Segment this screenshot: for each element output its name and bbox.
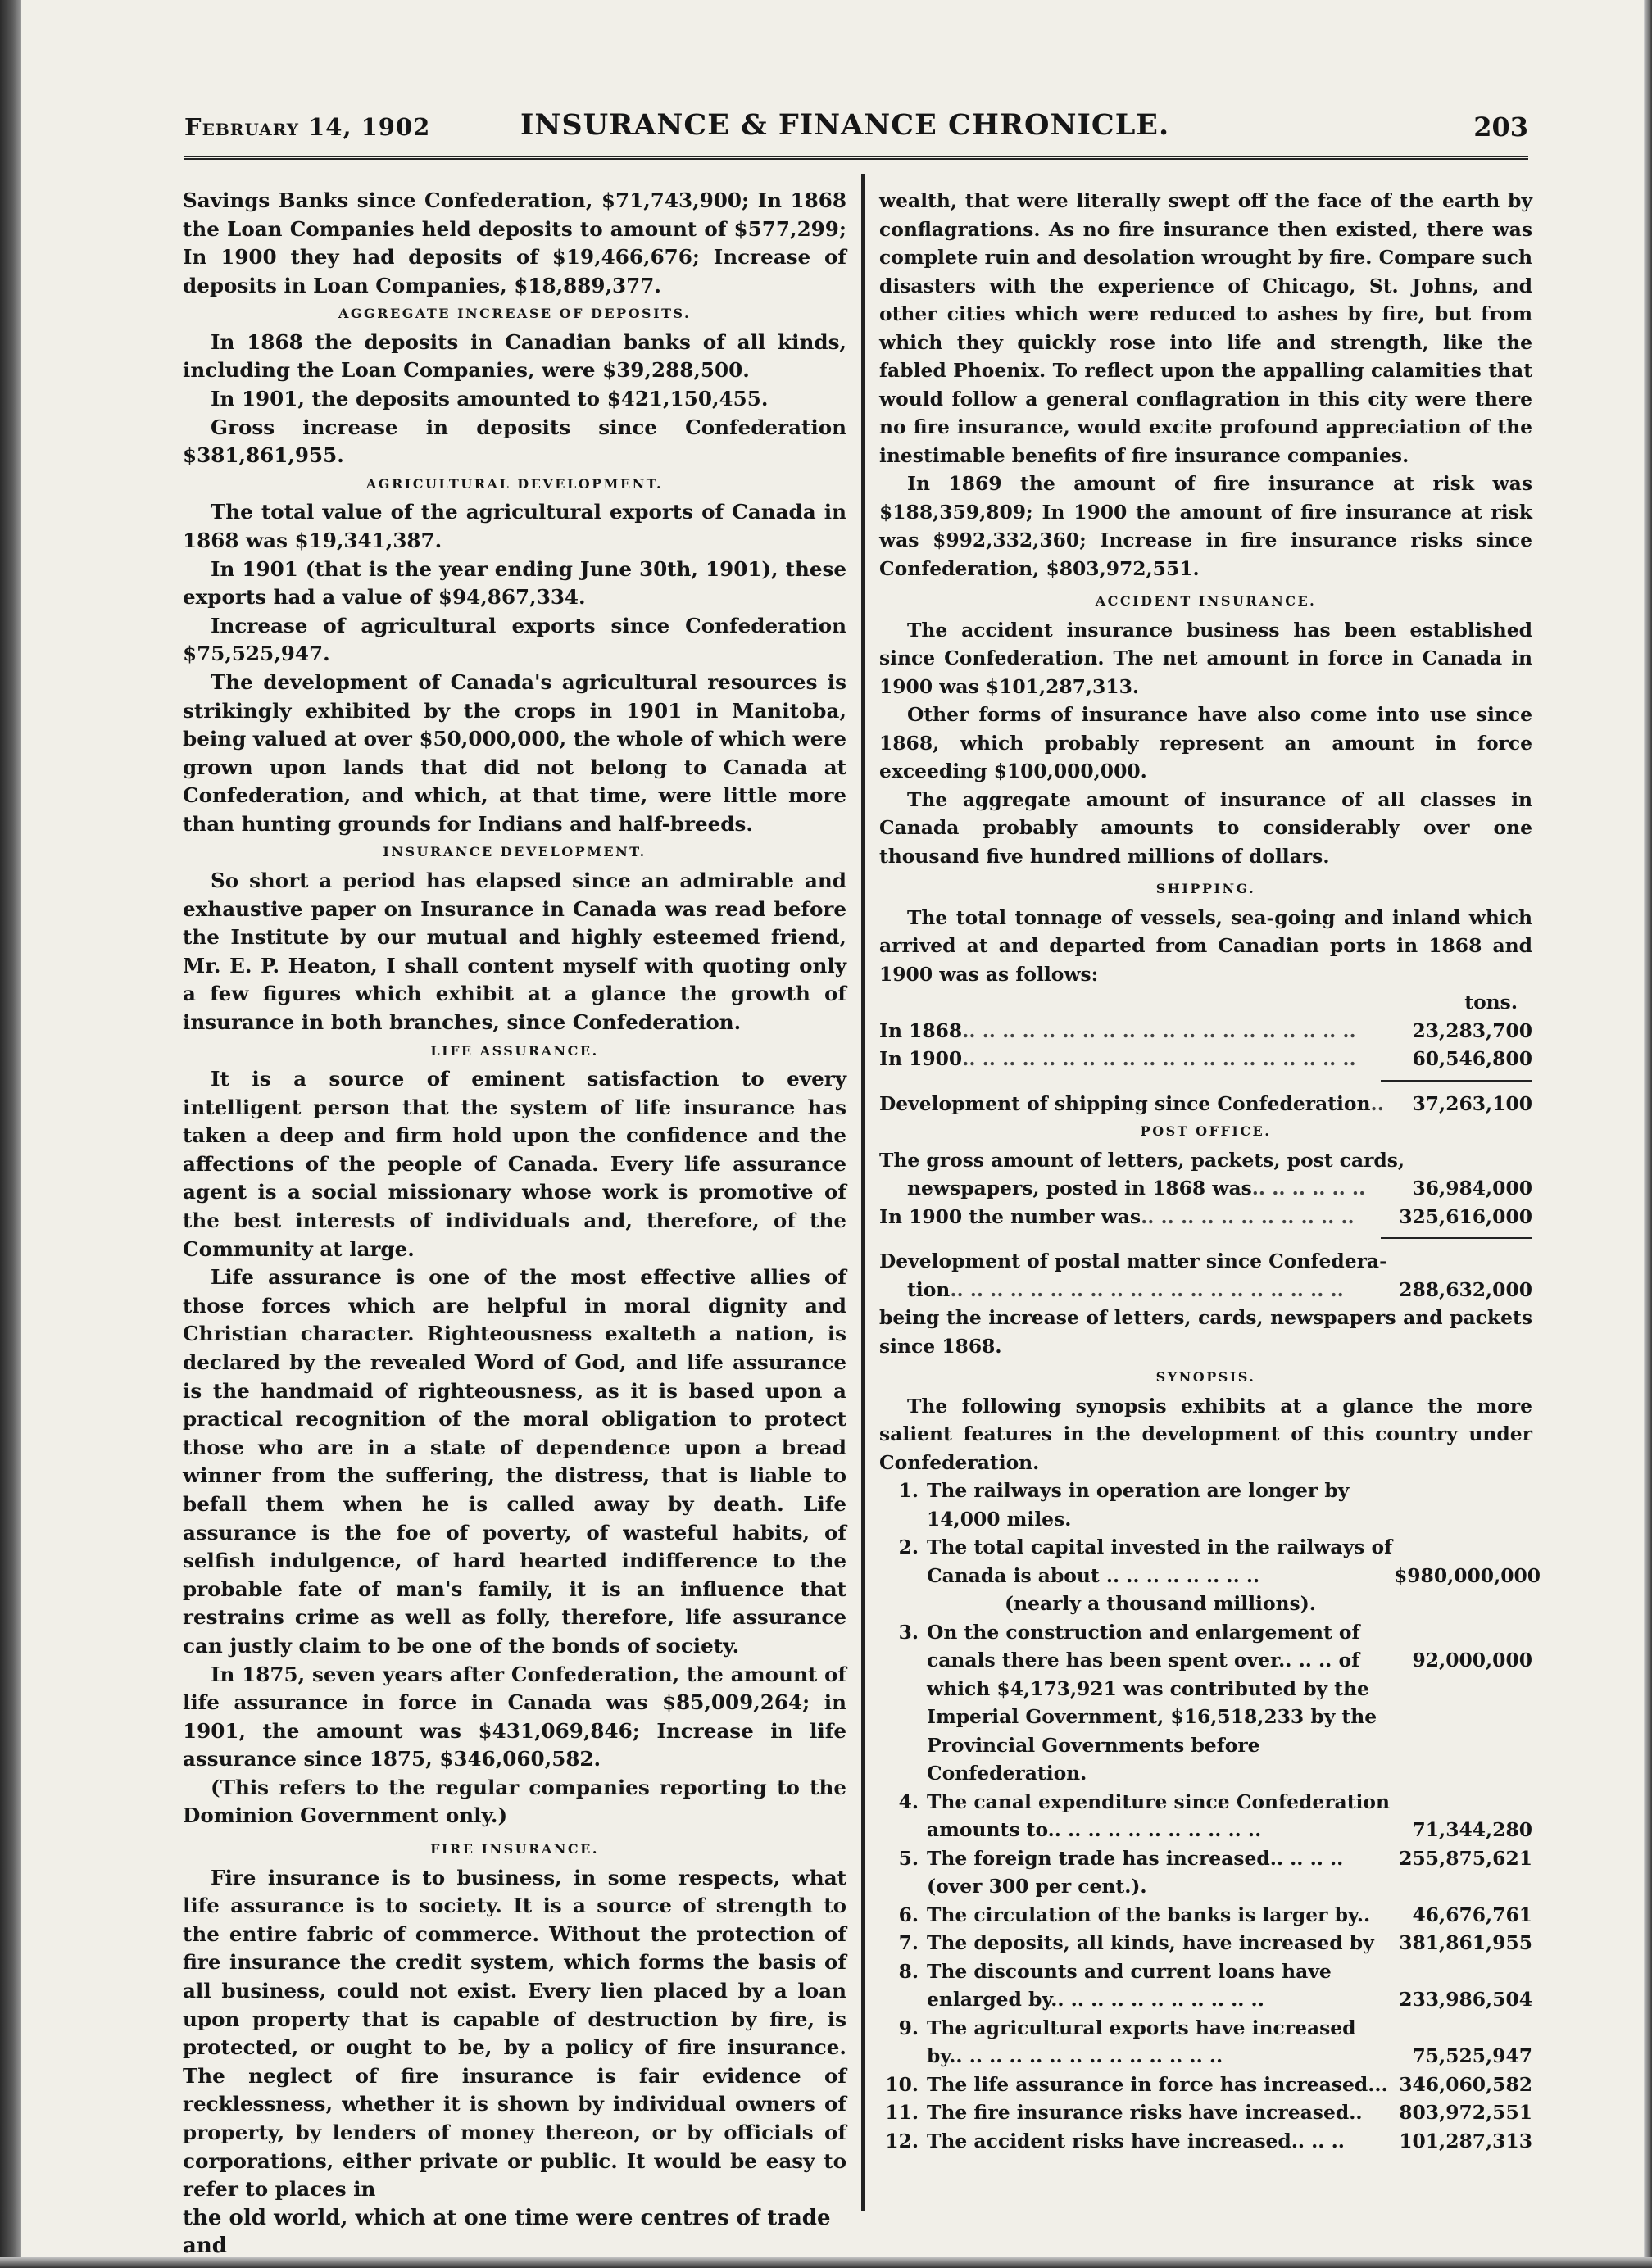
item-amount: 75,525,947 xyxy=(1412,2044,1532,2067)
paragraph: The total value of the agricultural exports of Canada in 1868 was $19,341,387. xyxy=(183,500,846,552)
paragraph: In 1869 the amount of fire insurance at risk was $188,359,809; In 1900 the amount of fire insurance at risk was $992,332,360; Increase in fire insurance risks since Confederation, $803,972,551. xyxy=(879,472,1532,580)
item-body xyxy=(927,1533,1394,1618)
row-label: In 1900 xyxy=(879,1047,963,1070)
section-heading-fire-insurance: FIRE INSURANCE. xyxy=(430,1841,599,1857)
item-amount: 46,676,761 xyxy=(1412,1903,1532,1926)
section-heading-synopsis: SYNOPSIS. xyxy=(1155,1369,1256,1385)
list-item xyxy=(879,2098,1532,2127)
section-heading-accident: ACCIDENT INSURANCE. xyxy=(1095,593,1317,609)
paragraph: It is a source of eminent satisfaction to every intelligent person that the system of life insurance has taken a deep and firm hold upon the confidence and the affections of the people of Canada. Every life assurance agent is a social missionary whose work is promotive of the best interests of individuals and, therefore, of the Community at large. xyxy=(183,1067,846,1261)
row-amount: 36,984,000 xyxy=(1412,1177,1532,1200)
item-number: 9. xyxy=(898,2016,919,2039)
table-row xyxy=(879,1045,1532,1073)
item-number: 10. xyxy=(885,2072,919,2096)
item-number: 12. xyxy=(885,2129,919,2152)
paragraph: Life assurance is one of the most effective allies of those forces which are helpful in moral dignity and Christian character. Righteousness exalteth a nation, is declared by the revealed Word of God, and life assurance is the handmaid of righteousness, as it is based upon a practical recognition of the moral obligation to protect those who are in a state of dependence upon a bread winner from the suffering, the distress, that is liable to befall them when he is called away by death. Life assurance is the foe of poverty, of wasteful habits, of selfish indulgence, of hard hearted indifference to the probable fate of man's family, it is an influence that restrains crime as well as folly, therefore, life assurance can justly claim to be one of the bonds of society. xyxy=(183,1265,846,1658)
paragraph: The aggregate amount of insurance of all classes in Canada probably amounts to considerably over one thousand five hundred millions of dollars. xyxy=(879,787,1532,868)
row-amount: 23,283,700 xyxy=(1412,1018,1532,1042)
row-label: newspapers, posted in 1868 was xyxy=(907,1177,1252,1200)
table-header xyxy=(879,988,1532,1017)
item-amount: $980,000,000 xyxy=(1394,1563,1541,1587)
publication-title: INSURANCE & FINANCE CHRONICLE. xyxy=(520,108,1170,142)
item-number: 3. xyxy=(898,1620,919,1644)
row-label: tion xyxy=(907,1277,951,1301)
leader-dots: .. .. .. .. .. .. .. .. .. .. .. .. .. .. .. .. .. .. .. .. xyxy=(950,1277,1344,1301)
item-number: 11. xyxy=(885,2101,919,2124)
left-column xyxy=(183,187,846,2261)
item-amount: 803,972,551 xyxy=(1399,2101,1532,2124)
paragraph: The following synopsis exhibits at a glance the more salient features in the development of this country under Confederation. xyxy=(879,1394,1532,1474)
item-note: (nearly a thousand millions). xyxy=(1005,1592,1316,1615)
row-label: In 1868 xyxy=(879,1018,963,1042)
item-text: The circulation of the banks is larger by.. xyxy=(927,1903,1371,1926)
item-text-continued: of which $4,173,921 was contributed by the Imperial Government, $16,518,233 by the Provincial Governments before Confederation. xyxy=(927,1649,1377,1785)
paragraph: Increase of agricultural exports since Confederation $75,525,947. xyxy=(183,613,846,666)
row-amount: 325,616,000 xyxy=(1399,1204,1532,1228)
item-text: The canal expenditure since Confederation amounts to.. .. .. .. .. .. .. .. .. .. .. xyxy=(927,1789,1391,1841)
paragraph: Fire insurance is to business, in some respects, what life assurance is to society. It is a source of strength to the entire fabric of commerce. Without the protection of fire insurance the credit system, which forms the basis of all business, could not exist. Every lien placed by a loan upon property that is capable of destruction by fire, is protected, or ought to be, by a policy of fire insurance. The neglect of fire insurance is fair evidence of recklessness, whether it is shown by individual owners of property, by lenders of money thereon, or by officials of corporations, either private or public. It would be easy to refer to places in xyxy=(183,1865,846,2202)
list-item xyxy=(879,1618,1532,1788)
list-item xyxy=(879,1788,1532,1844)
list-item xyxy=(879,1929,1532,1957)
list-item xyxy=(879,1957,1532,2014)
running-head xyxy=(160,108,1528,149)
leader-dots: .. xyxy=(1370,1091,1384,1115)
item-body xyxy=(927,1618,1394,1788)
item-number: 8. xyxy=(898,1959,919,1983)
issue-date: February 14, 1902 xyxy=(184,113,431,141)
item-amount: 381,861,955 xyxy=(1399,1931,1532,1954)
item-text: On the construction and enlargement of canals there has been spent over.. .. .. xyxy=(927,1620,1360,1672)
column-rule xyxy=(861,174,865,2211)
paragraph: The development of Canada's agricultural resources is strikingly exhibited by the crops in 1901 in Manitoba, being valued at over $50,000,000, the whole of which were grown upon lands that did not belong to Canada at Confederation, and which, at that time, were little more than hunting grounds for Indians and half-breeds. xyxy=(183,669,846,836)
paragraph: The accident insurance business has been established since Confederation. The net amount in force in Canada in 1900 was $101,287,313. xyxy=(879,618,1532,698)
item-text: The total capital invested in the railways of Canada is about .. .. .. .. .. .. .. .. xyxy=(927,1535,1393,1587)
item-number: 6. xyxy=(898,1903,919,1926)
item-text: The foreign trade has increased.. .. .. .. (over 300 per cent.). xyxy=(927,1846,1344,1898)
page-number: 203 xyxy=(1473,111,1528,143)
scan-edge-right xyxy=(1644,0,1652,2268)
section-heading-deposits: AGGREGATE INCREASE OF DEPOSITS. xyxy=(338,306,692,322)
paragraph: In 1901, the deposits amounted to $421,150,455. xyxy=(211,387,769,411)
paragraph: being the increase of letters, cards, newspapers and packets since 1868. xyxy=(879,1306,1532,1358)
section-heading-post-office: POST OFFICE. xyxy=(1140,1123,1272,1139)
row-label: Development of shipping since Confederation xyxy=(879,1091,1371,1115)
item-number: 7. xyxy=(898,1931,919,1954)
section-heading-insurance: INSURANCE DEVELOPMENT. xyxy=(383,844,647,860)
scan-edge-left xyxy=(0,0,21,2268)
item-amount: 255,875,621 xyxy=(1399,1846,1532,1870)
table-row xyxy=(879,1017,1532,1046)
row-amount: 288,632,000 xyxy=(1399,1277,1532,1301)
paragraph: In 1868 the deposits in Canadian banks of all kinds, including the Loan Companies, were $39,288,500. xyxy=(183,329,846,383)
list-item xyxy=(879,1901,1532,1930)
paragraph: The gross amount of letters, packets, post cards, xyxy=(879,1148,1405,1172)
table-row-total xyxy=(879,1276,1532,1304)
table-row-total xyxy=(879,1090,1532,1118)
list-item xyxy=(879,1533,1541,1618)
paragraph: Development of postal matter since Confedera- xyxy=(879,1250,1387,1272)
item-amount: 92,000,000 xyxy=(1412,1648,1532,1672)
sum-rule xyxy=(1381,1080,1532,1082)
item-text: The life assurance in force has increased... xyxy=(927,2072,1388,2096)
row-label: In 1900 the number was xyxy=(879,1204,1141,1228)
list-item xyxy=(879,2127,1532,2156)
paragraph: In 1901 (that is the year ending June 30th, 1901), these exports had a value of $94,867,334. xyxy=(183,556,846,610)
item-text: The accident risks have increased.. .. .. xyxy=(927,2129,1345,2152)
table-row xyxy=(879,1174,1532,1203)
table-row xyxy=(879,1203,1532,1232)
item-amount: 346,060,582 xyxy=(1399,2072,1532,2096)
unit-label: tons. xyxy=(1464,991,1518,1014)
item-text: The fire insurance risks have increased.. xyxy=(927,2101,1363,2124)
row-amount: 37,263,100 xyxy=(1412,1091,1532,1115)
paragraph: Other forms of insurance have also come into use since 1868, which probably represent an amount in force exceeding $100,000,000. xyxy=(879,703,1532,782)
header-rule xyxy=(184,156,1528,160)
paragraph-last-line: the old world, which at one time were centres of trade and xyxy=(183,2205,831,2259)
item-text: The railways in operation are longer by 14,000 miles. xyxy=(927,1479,1350,1531)
item-number: 5. xyxy=(898,1846,919,1870)
item-amount: 233,986,504 xyxy=(1399,1988,1532,2011)
item-number: 1. xyxy=(898,1479,919,1502)
item-number: 2. xyxy=(898,1535,919,1558)
sum-rule xyxy=(1381,1237,1532,1239)
paragraph: wealth, that were literally swept off the face of the earth by conflagrations. As no fire insurance then existed, there was complete ruin and desolation wrought by fire. Compare such disasters with the experience of Chicago, St. Johns, and other cities which were reduced to ashes by fire, but from which they quickly rose into life and strength, like the fabled Phoenix. To reflect upon the appalling calamities that would follow a general conflagration in this city were there no fire insurance, would excite profound appreciation of the inestimable benefits of fire insurance companies. xyxy=(879,189,1532,467)
item-text: The deposits, all kinds, have increased by xyxy=(927,1931,1374,1954)
item-amount: 71,344,280 xyxy=(1412,1818,1532,1841)
leader-dots: .. .. .. .. .. .. .. .. .. .. .. xyxy=(1141,1204,1355,1228)
item-number: 4. xyxy=(898,1789,919,1813)
paragraph: In 1875, seven years after Confederation, the amount of life assurance in force in Canada was $85,009,264; in 1901, the amount was $431,069,846; Increase in life assurance since 1875, $346,060,582. xyxy=(183,1662,846,1771)
right-column xyxy=(879,187,1541,2155)
section-heading-agriculture: AGRICULTURAL DEVELOPMENT. xyxy=(365,475,664,492)
section-heading-shipping: SHIPPING. xyxy=(1155,881,1256,896)
paragraph: So short a period has elapsed since an admirable and exhaustive paper on Insurance in Canada was read before the Institute by our mutual and highly esteemed friend, Mr. E. P. Heaton, I shall content myself with quoting only a few figures which exhibit at a glance the growth of insurance in both branches, since Confederation. xyxy=(183,868,846,1034)
item-text: The discounts and current loans have enlarged by.. .. .. .. .. .. .. .. .. .. .. xyxy=(927,1959,1332,2011)
list-item xyxy=(879,2071,1532,2099)
section-heading-life-assurance: LIFE ASSURANCE. xyxy=(430,1042,599,1059)
item-text: The agricultural exports have increased by.. .. .. .. .. .. .. .. .. .. .. .. .. .. xyxy=(927,2016,1356,2067)
newspaper-page xyxy=(160,0,1541,2268)
paragraph: Savings Banks since Confederation, $71,743,900; In 1868 the Loan Companies held deposits to amount of $577,299; In 1900 they had deposits of $19,466,676; Increase of deposits in Loan Companies, $18,889,377. xyxy=(183,188,846,297)
item-amount: 101,287,313 xyxy=(1399,2129,1532,2152)
paragraph: The total tonnage of vessels, sea-going and inland which arrived at and departed from Canadian ports in 1868 and 1900 was as follows: xyxy=(879,905,1532,986)
row-amount: 60,546,800 xyxy=(1412,1047,1532,1070)
leader-dots: .. .. .. .. .. .. xyxy=(1251,1177,1366,1200)
list-item xyxy=(879,2014,1532,2071)
paragraph: Gross increase in deposits since Confederation $381,861,955. xyxy=(183,415,846,468)
leader-dots: .. .. .. .. .. .. .. .. .. .. .. .. .. .. .. .. .. .. .. .. xyxy=(962,1047,1356,1070)
leader-dots: .. .. .. .. .. .. .. .. .. .. .. .. .. .. .. .. .. .. .. .. xyxy=(962,1018,1356,1042)
list-item xyxy=(879,1476,1532,1533)
list-item xyxy=(879,1844,1532,1901)
paragraph: (This refers to the regular companies reporting to the Dominion Government only.) xyxy=(183,1775,846,1828)
